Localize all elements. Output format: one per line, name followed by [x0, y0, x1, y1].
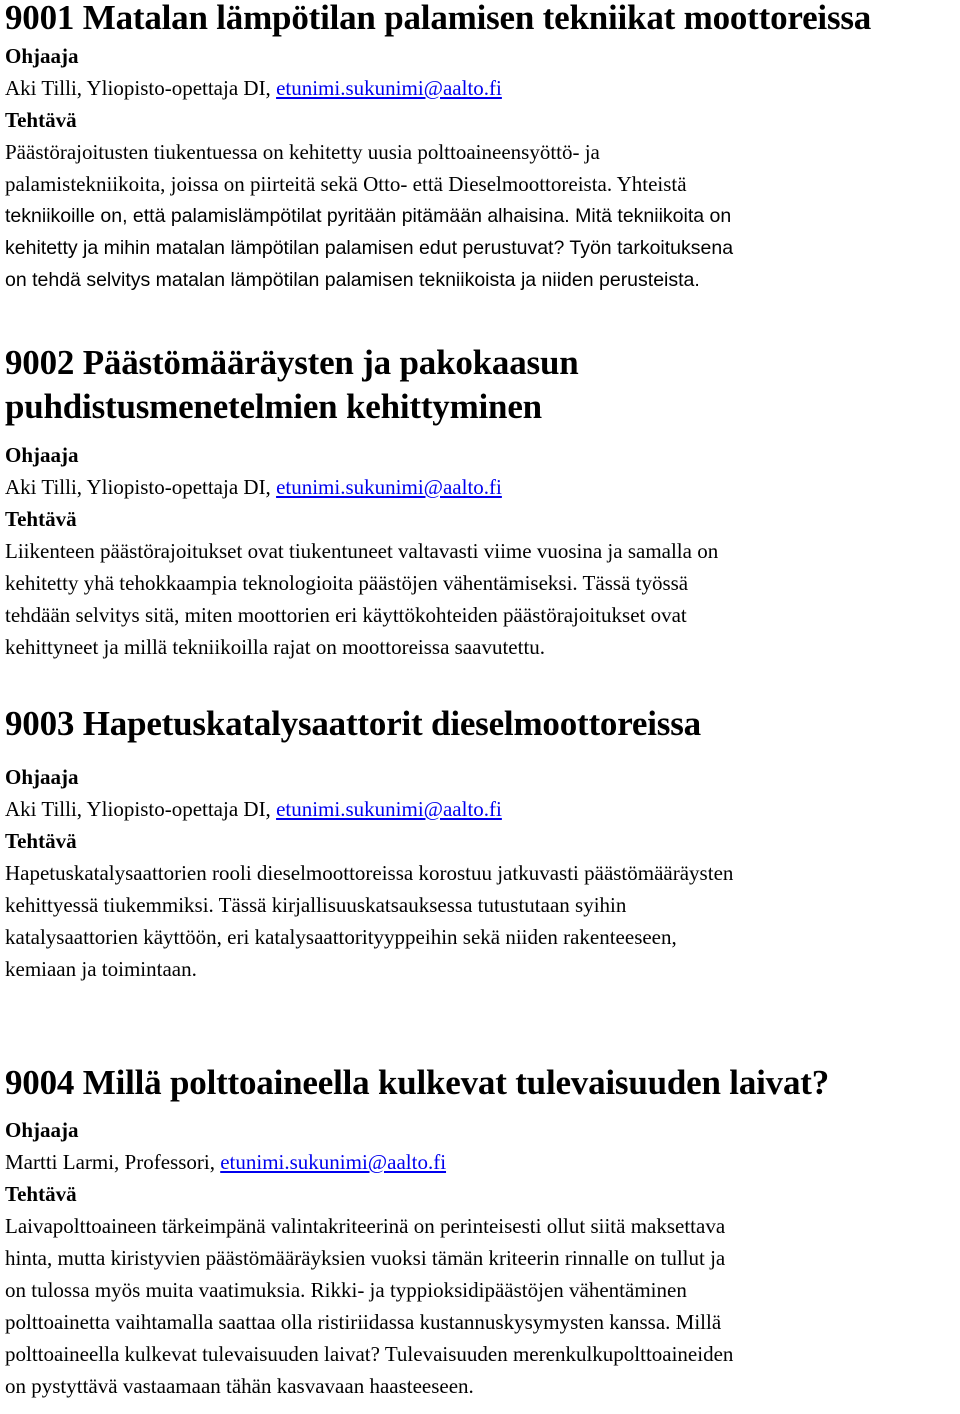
- supervisor-line: [5, 793, 955, 825]
- task-text-line: Laivapolttoaineen tärkeimpänä valintakriteerinä on perinteisesti ollut siitä maksettava: [5, 1214, 726, 1238]
- task-text-line: on tehdä selvitys matalan lämpötilan palamisen tekniikoista ja niiden perusteista.: [5, 269, 700, 291]
- topic-title: 9003 Hapetuskatalysaattorit dieselmoottoreissa: [5, 704, 701, 743]
- supervisor-email-link[interactable]: etunimi.sukunimi@aalto.fi: [276, 475, 502, 499]
- supervisor-email-link[interactable]: etunimi.sukunimi@aalto.fi: [276, 76, 502, 100]
- task-text-line: on pystyttävä vastaamaan tähän kasvavaan haasteeseen.: [5, 1374, 474, 1398]
- supervisor-line: [5, 1146, 955, 1178]
- supervisor-line: [5, 72, 955, 104]
- task-text-line: Liikenteen päästörajoitukset ovat tiukentuneet valtavasti viime vuosina ja samalla on: [5, 539, 719, 563]
- supervisor-email-link[interactable]: etunimi.sukunimi@aalto.fi: [276, 797, 502, 821]
- supervisor-label: Ohjaaja: [5, 1118, 79, 1142]
- topic-9002: [5, 341, 955, 663]
- supervisor-name: Martti Larmi, Professori,: [5, 1150, 221, 1174]
- supervisor-name: Aki Tilli, Yliopisto-opettaja DI,: [5, 76, 277, 100]
- task-label: Tehtävä: [5, 829, 77, 853]
- task-text-line: kehittyessä tiukemmiksi. Tässä kirjallisuuskatsauksessa tutustutaan syihin: [5, 893, 627, 917]
- task-text-line: hinta, mutta kiristyvien päästömääräyksien vuoksi tämän kriteerin rinnalle on tullut ja: [5, 1246, 726, 1270]
- task-text-line: palamistekniikoita, joissa on piirteitä sekä Otto- että Dieselmoottoreista. Yhteistä: [5, 172, 687, 196]
- topic-9001: [5, 0, 955, 296]
- topic-title-line: 9002 Päästömääräysten ja pakokaasun: [5, 343, 579, 382]
- task-text-line: katalysaattorien käyttöön, eri katalysaattorityyppeihin sekä niiden rakenteeseen,: [5, 925, 677, 949]
- task-text-line: tekniikoille on, että palamislämpötilat pyritään pitämään alhaisina. Mitä tekniikoita on: [5, 205, 732, 227]
- task-text-line: kehitetty yhä tehokkaampia teknologioita päästöjen vähentämiseksi. Tässä työssä: [5, 571, 689, 595]
- task-text-line: tehdään selvitys sitä, miten moottorien eri käyttökohteiden päästörajoitukset ovat: [5, 603, 687, 627]
- task-text-line: kehittyneet ja millä tekniikoilla rajat on moottoreissa saavutettu.: [5, 635, 546, 659]
- topic-9003: [5, 702, 955, 985]
- topic-title: [5, 341, 955, 429]
- supervisor-email-link[interactable]: etunimi.sukunimi@aalto.fi: [220, 1150, 447, 1174]
- task-text-line: polttoaineella kulkevat tulevaisuuden laivat? Tulevaisuuden merenkulkupolttoaineiden: [5, 1342, 734, 1366]
- topic-title: 9004 Millä polttoaineella kulkevat tulevaisuuden laivat?: [5, 1063, 829, 1102]
- task-text-line: kemiaan ja toimintaan.: [5, 957, 197, 981]
- task-label: Tehtävä: [5, 1182, 77, 1206]
- task-label: Tehtävä: [5, 507, 77, 531]
- supervisor-name: Aki Tilli, Yliopisto-opettaja DI,: [5, 475, 277, 499]
- task-text-line: Päästörajoitusten tiukentuessa on kehitetty uusia polttoaineensyöttö- ja: [5, 140, 600, 164]
- task-text-line: Hapetuskatalysaattorien rooli dieselmoottoreissa korostuu jatkuvasti päästömääräysten: [5, 861, 734, 885]
- supervisor-line: [5, 471, 955, 503]
- task-text-line: on tulossa myös muita vaatimuksia. Rikki- ja typpioksidipäästöjen vähentäminen: [5, 1278, 687, 1302]
- task-text-line: kehitetty ja mihin matalan lämpötilan palamisen edut perustuvat? Työn tarkoituksena: [5, 237, 734, 259]
- task-text-line: polttoainetta vaihtamalla saattaa olla ristiriidassa kustannuskysymysten kanssa. Millä: [5, 1310, 722, 1334]
- topic-title-line: puhdistusmenetelmien kehittyminen: [5, 387, 542, 426]
- supervisor-name: Aki Tilli, Yliopisto-opettaja DI,: [5, 797, 277, 821]
- supervisor-label: Ohjaaja: [5, 765, 79, 789]
- supervisor-label: Ohjaaja: [5, 443, 79, 467]
- supervisor-label: Ohjaaja: [5, 44, 79, 68]
- task-label: Tehtävä: [5, 108, 77, 132]
- topic-title: 9001 Matalan lämpötilan palamisen tekniikat moottoreissa: [5, 0, 872, 37]
- topic-9004: [5, 1061, 955, 1402]
